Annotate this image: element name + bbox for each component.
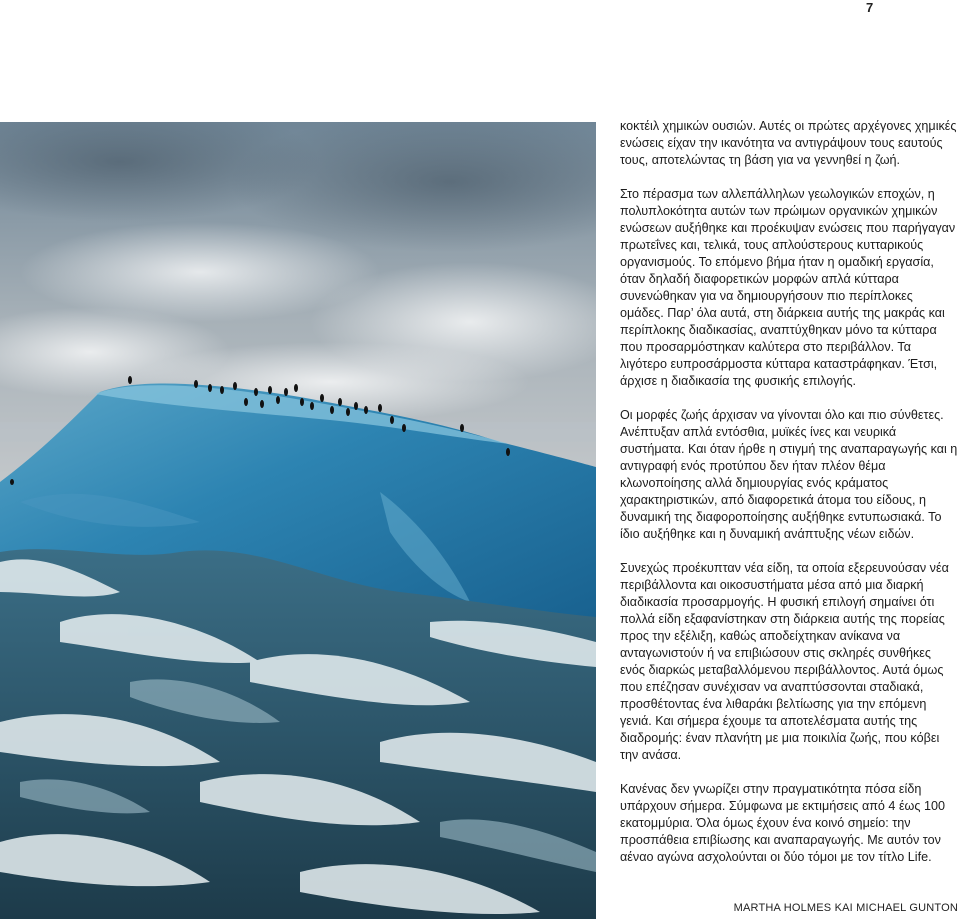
article-text [620,118,958,883]
author-credit: MARTHA HOLMES ΚΑΙ MICHAEL GUNTON [733,902,958,914]
paragraph-1: κοκτέιλ χημικών ουσιών. Αυτές οι πρώτες αρχέγονες χημικές ενώσεις είχαν την ικανότητα να αντιγράψουν τους εαυτούς τους, αποτελώντας τη βάση για να γεννηθεί η ζωή. [620,119,957,167]
paragraph-4: Συνεχώς προέκυπταν νέα είδη, τα οποία εξερευνούσαν νέα περιβάλλοντα και οικοσυστήματα μέσα από μια διαρκή διαδικασία προσαρμογής. Η φυσική επιλογή σημαίνει ότι πολλά είδη εξαφανίστηκαν στη διάρκεια αυτής της πορείας προς την εξέλιξη, καθώς αποδείχτηκαν ανίκανα να ανταγωνιστούν ή να επιβιώσουν στις σκληρές συνθήκες ενός διαρκώς μεταβαλλόμενου περιβάλλοντος. Αυτά όμως που επέζησαν συνέχισαν να αναπτύσσονται σταδιακά, προσθέτοντας ένα λιθαράκι βελτίωσης για την επόμενη γενιά. Και σήμερα έχουμε τα αποτελέσματα αυτής της διαδρομής: έναν πλανήτη με μια ποικιλία ζωής, που κόβει την ανάσα. [620,561,949,762]
page-number: 7 [866,0,874,15]
paragraph-5: Κανένας δεν γνωρίζει στην πραγματικότητα πόσα είδη υπάρχουν σήμερα. Σύμφωνα με εκτιμήσεις από 4 έως 100 εκατομμύρια. Όλα όμως έχουν ένα κοινό σημείο: την προσπάθεια επιβίωσης και αναπαραγωγής. Με αυτόν τον αέναο αγώνα ασχολούνται οι δύο τόμοι με τον τίτλο Life. [620,782,945,864]
iceberg-photo-illustration [0,122,596,919]
iceberg-photo [0,122,596,919]
paragraph-3: Οι μορφές ζωής άρχισαν να γίνονται όλο και πιο σύνθετες. Ανέπτυξαν απλά εντόσθια, μυϊκές ίνες και νευρικά συστήματα. Και όταν ήρθε η στιγμή της αναπαραγωγής και η αντιγραφή ενός προτύπου δεν ήταν πλέον θέμα κλωνοποίησης αλλά δημιουργίας ενός κράματος χαρακτηριστικών, από διαφορετικά άτομα του είδους, η δυναμική της διαφοροποίησης αυξήθηκε εντυπωσιακά. Το ίδιο αυξήθηκε και η δυναμική ανάπτυξης νέων ειδών. [620,408,958,541]
paragraph-2: Στο πέρασμα των αλλεπάλληλων γεωλογικών εποχών, η πολυπλοκότητα αυτών των πρώιμων οργανικών χημικών ενώσεων αυξήθηκε και προέκυψαν ενώσεις που παρήγαγαν πρωτεΐνες και, τελικά, τους απλούστερους κυτταρικούς οργανισμούς. Το επόμενο βήμα ήταν η ομαδική εργασία, όταν δηλαδή διαφορετικών μορφών απλά κύτταρα συνενώθηκαν για να δημιουργήσουν πιο περίπλοκες ομάδες. Παρ’ όλα αυτά, στη διάρκεια αυτής της μακράς και περίπλοκης διαδικασίας, αναπτύχθηκαν μόνο τα κύτταρα που προσαρμόστηκαν καλύτερα στο περιβάλλον. Τα λιγότερο ευπροσάρμοστα κύτταρα καταστράφηκαν. Έτσι, άρχισε η διαδικασία της φυσικής επιλογής. [620,187,956,388]
